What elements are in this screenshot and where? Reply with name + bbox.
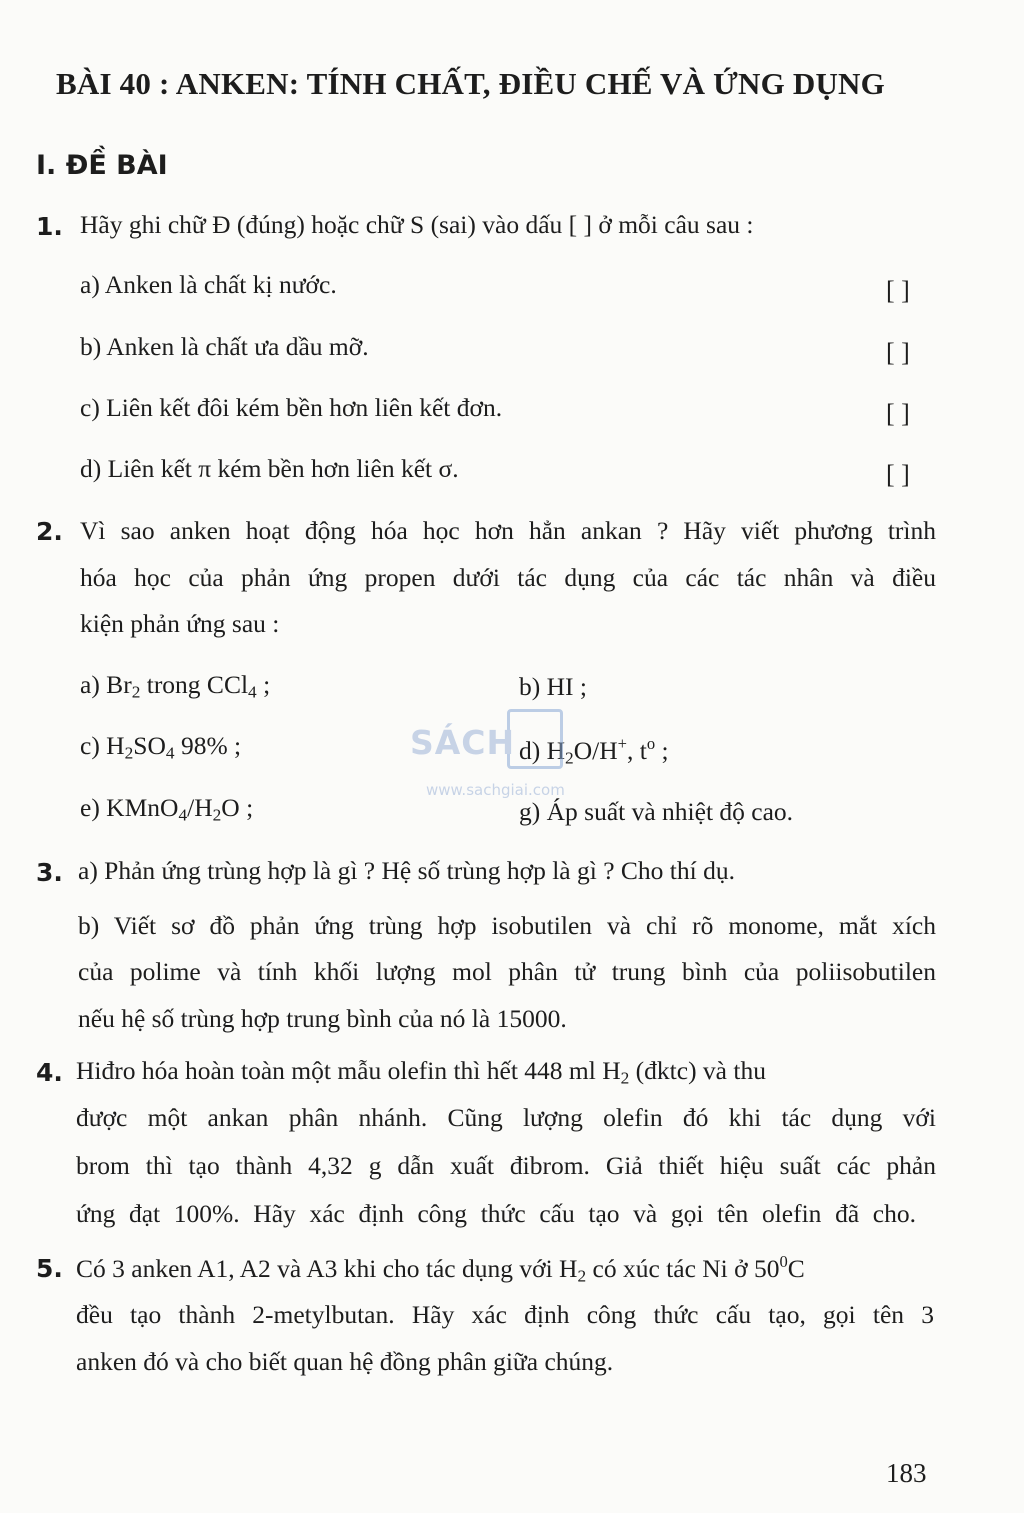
question-5-number: 5. xyxy=(36,1254,63,1283)
q5-line-3: anken đó và cho biết quan hệ đồng phân giữa chúng. xyxy=(76,1347,614,1376)
q5-line-2: đều tạo thành 2-metylbutan. Hãy xác định công thức cấu tạo, gọi tên 3 xyxy=(76,1300,934,1329)
lesson-title: BÀI 40 : ANKEN: TÍNH CHẤT, ĐIỀU CHẾ VÀ ỨNG DỤNG xyxy=(56,66,885,101)
question-2-number: 2. xyxy=(36,517,63,546)
q1-item-b: b) Anken là chất ưa dầu mỡ. xyxy=(80,332,369,361)
q3-part-b-line-2: của polime và tính khối lượng mol phân tử trung bình của poliisobutilen xyxy=(78,957,936,986)
q2-line-1: Vì sao anken hoạt động hóa học hơn hẳn ankan ? Hãy viết phương trình xyxy=(80,516,936,545)
q2-option-a: a) $Br_2$ trong CCl$_4$ ; xyxy=(80,670,271,702)
q3-part-b-line-3: nếu hệ số trùng hợp trung bình của nó là 15000. xyxy=(78,1004,567,1033)
section-heading: I. ĐỀ BÀI xyxy=(36,150,168,181)
q4-line-4: ứng đạt 100%. Hãy xác định công thức cấu tạo và gọi tên olefin đã cho. xyxy=(76,1199,916,1228)
q1-answer-box-d: [ ] xyxy=(886,460,910,489)
question-4-number: 4. xyxy=(36,1058,63,1087)
page-number: 183 xyxy=(886,1458,927,1488)
q1-item-d: d) Liên kết π kém bền hơn liên kết σ. xyxy=(80,454,459,483)
q3-part-a: a) Phản ứng trùng hợp là gì ? Hệ số trùng hợp là gì ? Cho thí dụ. xyxy=(78,856,735,885)
q1-answer-box-c: [ ] xyxy=(886,399,910,428)
q1-answer-box-a: [ ] xyxy=(886,276,910,305)
q4-line-1: Hiđro hóa hoàn toàn một mẫu olefin thì hết 448 ml $H_2$ (đktc) và thu xyxy=(76,1056,766,1088)
q2-line-3: kiện phản ứng sau : xyxy=(80,609,280,638)
q2-line-2: hóa học của phản ứng propen dưới tác dụng của các tác nhân và điều xyxy=(80,563,936,592)
q2-option-b: b) HI ; xyxy=(519,672,587,701)
q2-option-e: e) $KMnO_4/H_2O$ ; xyxy=(80,793,254,825)
q1-item-a: a) Anken là chất kị nước. xyxy=(80,270,337,299)
q5-line-1: Có 3 anken A1, A2 và A3 khi cho tác dụng với $H_2$ có xúc tác Ni ở $50^0C$ xyxy=(76,1252,805,1286)
q4-line-3: brom thì tạo thành 4,32 g dẫn xuất đibrom. Giả thiết hiệu suất các phản xyxy=(76,1151,936,1180)
watermark-brand: SÁCH xyxy=(410,723,516,762)
q1-item-c: c) Liên kết đôi kém bền hơn liên kết đơn. xyxy=(80,393,503,422)
question-3-number: 3. xyxy=(36,858,63,887)
question-1-stem: Hãy ghi chữ Đ (đúng) hoặc chữ S (sai) vào dấu [ ] ở mỗi câu sau : xyxy=(80,210,754,239)
q2-option-g: g) Áp suất và nhiệt độ cao. xyxy=(519,797,794,826)
q2-option-d: d) $H_2O/H^+$, $t^o$ ; xyxy=(519,734,669,768)
q4-line-2: được một ankan phân nhánh. Cũng lượng olefin đó khi tác dụng với xyxy=(76,1103,936,1132)
question-1-number: 1. xyxy=(36,212,63,241)
watermark-url: www.sachgiai.com xyxy=(426,781,565,799)
q3-part-b-line-1: b) Viết sơ đồ phản ứng trùng hợp isobutilen và chỉ rõ monome, mắt xích xyxy=(78,911,936,940)
q2-option-c: c) $H_2SO_4$ 98% ; xyxy=(80,731,242,763)
q1-answer-box-b: [ ] xyxy=(886,338,910,367)
